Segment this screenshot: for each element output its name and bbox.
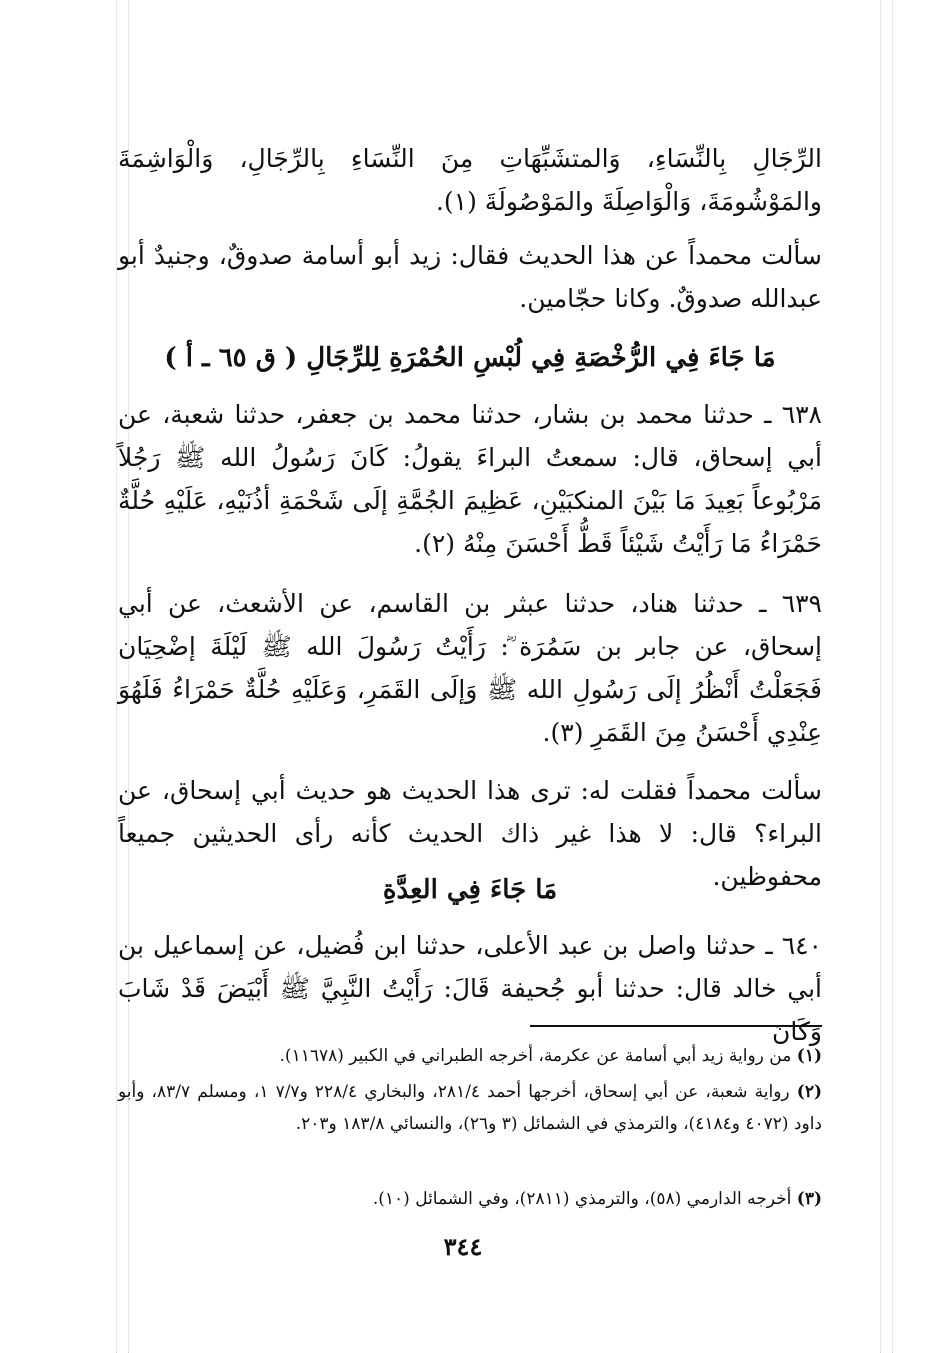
footnote-text: رواية شعبة، عن أبي إسحاق، أخرجها أحمد ٢٨١/٤، والبخاري ٢٢٨/٤ و٧/٧ ١، ومسلم ٨٣/٧، وأبو داود (٤٠٧٢ و٤١٨٤)، والترمذي في الشمائل (٣ و٢٦)، والنسائي ١٨٣/٨ و٢٠٣.: [118, 1082, 822, 1134]
page-number: ٣٤٤: [443, 1232, 483, 1261]
paragraph-2-container: [118, 234, 822, 320]
scan-edge-line: [892, 0, 894, 1353]
footnote-number: (٣): [796, 1189, 822, 1209]
footnote-number: (١): [796, 1046, 822, 1066]
paragraph-2: سألت محمداً عن هذا الحديث فقال: زيد أبو أسامة صدوقٌ، وجنيدٌ أبو عبدالله صدوقٌ. وكانا حجّامين.: [118, 241, 822, 313]
footnote-number: (٢): [796, 1082, 822, 1102]
footnote-divider: [530, 1025, 822, 1027]
footnote-2: [118, 1076, 822, 1140]
hadith-639-container: [118, 582, 822, 754]
hadith-639: ٦٣٩ ـ حدثنا هناد، حدثنا عبثر بن القاسم، عن الأشعث، عن أبي إسحاق، عن جابر بن سَمُرَة ؓ: رَأَيْتُ رَسُولَ الله ﷺ لَيْلَةَ إضْحِيَان فَجَعَلْتُ أَنْظُرُ إلَى رَسُولِ الله ﷺ وَإلَى القَمَرِ، وَعَلَيْهِ حُلَّةٌ حَمْرَاءُ فَلَهُوَ عِنْدِي أَحْسَنُ مِنَ القَمَرِ (٣).: [118, 589, 822, 747]
section-heading-aldidda: مَا جَاءَ فِي العِدَّةِ: [382, 875, 558, 905]
hadith-638-container: [118, 393, 822, 565]
paragraph-1-container: [118, 137, 822, 223]
section-heading-red-clothing: مَا جَاءَ فِي الرُّخْصَةِ فِي لُبْسِ الحُمْرَةِ لِلرِّجَالِ ( ق ٦٥ ـ أ ): [164, 343, 776, 373]
paragraph-5: سألت محمداً فقلت له: ترى هذا الحديث هو حديث أبي إسحاق، عن البراء؟ قال: لا هذا غير ذاك الحديث كأنه رأى الحديثين جميعاً محفوظين.: [118, 776, 822, 891]
hadith-640-container: [118, 924, 822, 1053]
footnote-text: من رواية زيد أبي أسامة عن عكرمة، أخرجه الطبراني في الكبير (١١٦٧٨).: [279, 1046, 792, 1066]
hadith-638: ٦٣٨ ـ حدثنا محمد بن بشار، حدثنا محمد بن جعفر، حدثنا شعبة، عن أبي إسحاق، قال: سمعتُ البراءَ يقولُ: كَانَ رَسُولُ الله ﷺ رَجُلاً مَرْبُوعاً بَعِيدَ مَا بَيْنَ المنكبَيْنِ، عَظِيمَ الجُمَّةِ إلَى شَحْمَةِ أذُنَيْهِ، عَلَيْهِ حُلَّةٌ حَمْرَاءُ مَا رَأَيْتُ شَيْئاً قَطُّ أَحْسَنَ مِنْهُ (٢).: [118, 400, 822, 558]
paragraph-1: الرِّجَالِ بِالنِّسَاءِ، وَالمتشَبِّهَاتِ مِنَ النِّسَاءِ بِالرِّجَالِ، وَالْوَاشِمَةَ والمَوْشُومَةَ، وَالْوَاصِلَةَ والمَوْصُولَةَ (١).: [118, 144, 822, 216]
scan-edge-line: [880, 0, 882, 1353]
footnote-1: [118, 1040, 822, 1072]
hadith-640: ٦٤٠ ـ حدثنا واصل بن عبد الأعلى، حدثنا ابن فُضيل، عن إسماعيل بن أبي خالد قال: حدثنا أبو جُحيفة قَالَ: رَأَيْتُ النَّبِيَّ ﷺ أَبْيَضَ قَدْ شَابَ وَكَانَ: [118, 931, 822, 1046]
footnote-3: [118, 1183, 822, 1215]
footnote-text: أخرجه الدارمي (٥٨)، والترمذي (٢٨١١)، وفي الشمائل (١٠).: [372, 1189, 792, 1209]
